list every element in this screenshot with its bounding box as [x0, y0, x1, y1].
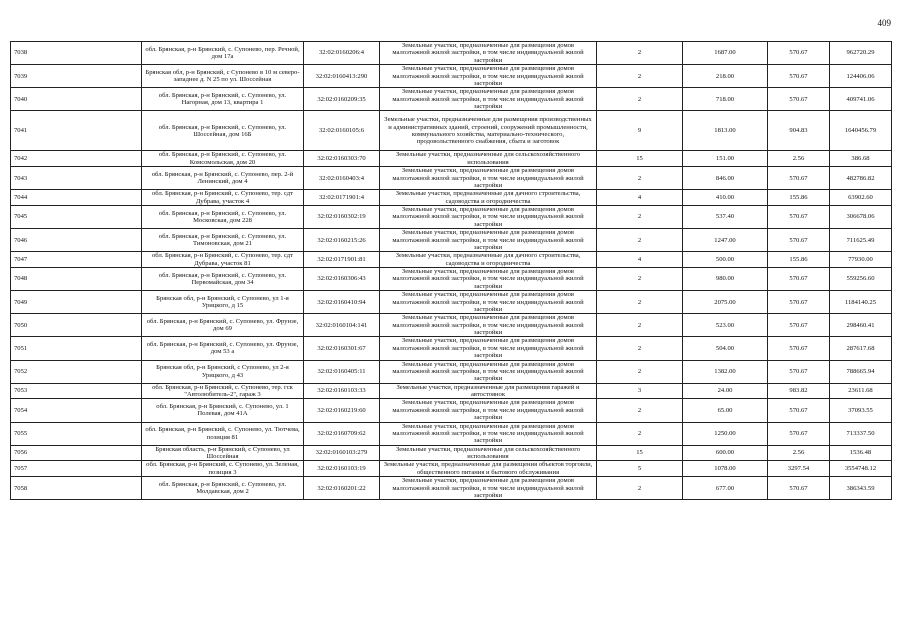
- cadastral-value-cell: 386.68: [830, 151, 892, 167]
- table-row: [11, 337, 892, 360]
- category-cell: 5: [597, 461, 683, 477]
- cadastral-value-cell: 962720.29: [830, 42, 892, 65]
- rate-cell: 570.67: [768, 422, 830, 445]
- category-cell: 2: [597, 229, 683, 252]
- area-cell: 500.00: [683, 252, 768, 268]
- cadastral-value-cell: 713337.50: [830, 422, 892, 445]
- table-row: [11, 383, 892, 399]
- land-use-cell: Земельные участки, предназначенные для размещения домов малоэтажной жилой застройки, в том числе индивидуальной жилой застройки: [380, 360, 597, 383]
- cadastral-value-cell: 37093.55: [830, 399, 892, 422]
- cadastral-value-cell: 287617.68: [830, 337, 892, 360]
- area-cell: 410.00: [683, 190, 768, 206]
- row-number: 7052: [11, 360, 142, 383]
- cadastral-value-cell: 124406.06: [830, 65, 892, 88]
- cadastral-value-cell: 3554748.12: [830, 461, 892, 477]
- address-cell: Брянская обл, р-н Брянский, с Супонево в 10 м северо-западнее д. N 25 по ул. Шоссейная: [142, 65, 304, 88]
- row-number: 7050: [11, 314, 142, 337]
- address-cell: обл. Брянская, р-н Брянский, с. Супонево, ул. Шоссейная, дом 16Б: [142, 111, 304, 151]
- address-cell: обл. Брянская, р-н Брянский, с. Супонево, ул. Фрунзе, дом 69: [142, 314, 304, 337]
- table-row: [11, 111, 892, 151]
- rate-cell: 570.67: [768, 399, 830, 422]
- cadastral-value-cell: 77930.00: [830, 252, 892, 268]
- cadastral-value-cell: 386343.59: [830, 477, 892, 500]
- category-cell: 4: [597, 252, 683, 268]
- table-row: [11, 252, 892, 268]
- area-cell: 846.00: [683, 167, 768, 190]
- cadastral-number-cell: 32:02:0160413:290: [304, 65, 380, 88]
- rate-cell: 155.86: [768, 252, 830, 268]
- row-number: 7054: [11, 399, 142, 422]
- address-cell: обл. Брянская, р-н Брянский, с. Супонево, тер. гск "Автолюбитель-2", гараж 3: [142, 383, 304, 399]
- table-row: [11, 477, 892, 500]
- category-cell: 3: [597, 383, 683, 399]
- cadastral-value-cell: 298460.41: [830, 314, 892, 337]
- cadastral-number-cell: 32:02:0160104:141: [304, 314, 380, 337]
- table-row: [11, 206, 892, 229]
- category-cell: 2: [597, 206, 683, 229]
- cadastral-number-cell: 32:02:0160103:19: [304, 461, 380, 477]
- land-use-cell: Земельные участки, предназначенные для размещения производственных и административных зданий, строений, сооружений промышленности, коммунального хозяйства, материально-технического, продовольственного снабжения, сбыта и заготовок: [380, 111, 597, 151]
- land-use-cell: Земельные участки, предназначенные для сельскохозяйственного использования: [380, 151, 597, 167]
- land-use-cell: Земельные участки, предназначенные для размещения домов малоэтажной жилой застройки, в том числе индивидуальной жилой застройки: [380, 88, 597, 111]
- category-cell: 2: [597, 314, 683, 337]
- rate-cell: 2.56: [768, 151, 830, 167]
- row-number: 7041: [11, 111, 142, 151]
- category-cell: 15: [597, 151, 683, 167]
- category-cell: 4: [597, 190, 683, 206]
- cadastral-value-cell: 482786.82: [830, 167, 892, 190]
- row-number: 7046: [11, 229, 142, 252]
- address-cell: обл. Брянская, р-н Брянский, с. Супонево, ул. Фрунзе, дом 53 а: [142, 337, 304, 360]
- cadastral-number-cell: 32:02:0160219:60: [304, 399, 380, 422]
- cadastral-value-cell: 306678.06: [830, 206, 892, 229]
- area-cell: 1247.00: [683, 229, 768, 252]
- row-number: 7038: [11, 42, 142, 65]
- rate-cell: 570.67: [768, 477, 830, 500]
- table-row: [11, 445, 892, 461]
- rate-cell: 570.67: [768, 268, 830, 291]
- cadastral-value-cell: 788665.94: [830, 360, 892, 383]
- address-cell: обл. Брянская, р-н Брянский, с. Супонево, ул. Молдавская, дом 2: [142, 477, 304, 500]
- rate-cell: 2.56: [768, 445, 830, 461]
- land-use-cell: Земельные участки, предназначенные для размещения домов малоэтажной жилой застройки, в том числе индивидуальной жилой застройки: [380, 206, 597, 229]
- area-cell: 1250.00: [683, 422, 768, 445]
- address-cell: обл. Брянская, р-н Брянский, с. Супонево, ул. Комсомольская, дом 20: [142, 151, 304, 167]
- row-number: 7048: [11, 268, 142, 291]
- row-number: 7051: [11, 337, 142, 360]
- cadastral-number-cell: 32:02:0160303:70: [304, 151, 380, 167]
- category-cell: 2: [597, 167, 683, 190]
- rate-cell: 570.67: [768, 42, 830, 65]
- cadastral-value-cell: 711625.49: [830, 229, 892, 252]
- row-number: 7043: [11, 167, 142, 190]
- address-cell: обл. Брянская, р-н Брянский, с. Супонево, ул. Нагорная, дом 13, квартира 1: [142, 88, 304, 111]
- area-cell: 218.00: [683, 65, 768, 88]
- table-row: [11, 461, 892, 477]
- page-number: 409: [877, 18, 891, 28]
- land-use-cell: Земельные участки, предназначенные для размещения домов малоэтажной жилой застройки, в том числе индивидуальной жилой застройки: [380, 268, 597, 291]
- cadastral-number-cell: 32:02:0160302:19: [304, 206, 380, 229]
- cadastral-number-cell: 32:02:0160403:4: [304, 167, 380, 190]
- cadastral-number-cell: 32:02:0160301:67: [304, 337, 380, 360]
- cadastral-value-table: [10, 41, 892, 500]
- land-use-cell: Земельные участки, предназначенные для размещения объектов торговли, общественного питания и бытового обслуживания: [380, 461, 597, 477]
- category-cell: 2: [597, 399, 683, 422]
- land-use-cell: Земельные участки, предназначенные для размещения домов малоэтажной жилой застройки, в том числе индивидуальной жилой застройки: [380, 422, 597, 445]
- row-number: 7047: [11, 252, 142, 268]
- row-number: 7056: [11, 445, 142, 461]
- category-cell: 2: [597, 268, 683, 291]
- rate-cell: 570.67: [768, 167, 830, 190]
- cadastral-number-cell: 32:02:0160209:35: [304, 88, 380, 111]
- area-cell: 600.00: [683, 445, 768, 461]
- rate-cell: 155.86: [768, 190, 830, 206]
- land-use-cell: Земельные участки, предназначенные для размещения домов малоэтажной жилой застройки, в том числе индивидуальной жилой застройки: [380, 229, 597, 252]
- cadastral-number-cell: 32:02:0160709:62: [304, 422, 380, 445]
- cadastral-number-cell: 32:02:0160206:4: [304, 42, 380, 65]
- table-row: [11, 190, 892, 206]
- address-cell: Брянская обл, р-н Брянский, с Супонево, ул 2-я Урицкого, д 43: [142, 360, 304, 383]
- address-cell: обл. Брянская, р-н Брянский, с. Супонево, пер. Речной, дом 17а: [142, 42, 304, 65]
- area-cell: 980.00: [683, 268, 768, 291]
- address-cell: обл. Брянская, р-н Брянский, с. Супонево, пер. 2-й Ленинский, дом 4: [142, 167, 304, 190]
- cadastral-number-cell: 32:02:0160215:26: [304, 229, 380, 252]
- rate-cell: 3297.54: [768, 461, 830, 477]
- land-use-cell: Земельные участки, предназначенные для размещения домов малоэтажной жилой застройки, в том числе индивидуальной жилой застройки: [380, 477, 597, 500]
- category-cell: 2: [597, 65, 683, 88]
- row-number: 7057: [11, 461, 142, 477]
- category-cell: 2: [597, 291, 683, 314]
- area-cell: 1382.00: [683, 360, 768, 383]
- rate-cell: 570.67: [768, 206, 830, 229]
- rate-cell: 983.82: [768, 383, 830, 399]
- cadastral-value-cell: 23611.68: [830, 383, 892, 399]
- category-cell: 2: [597, 88, 683, 111]
- address-cell: обл. Брянская, р-н Брянский, с. Супонево, ул. Московская, дом 228: [142, 206, 304, 229]
- row-number: 7040: [11, 88, 142, 111]
- table-row: [11, 65, 892, 88]
- table-row: [11, 167, 892, 190]
- table-body: [11, 42, 892, 500]
- table-row: [11, 422, 892, 445]
- cadastral-number-cell: 32:02:0160306:43: [304, 268, 380, 291]
- rate-cell: 570.67: [768, 291, 830, 314]
- category-cell: 15: [597, 445, 683, 461]
- row-number: 7053: [11, 383, 142, 399]
- land-use-cell: Земельные участки, предназначенные для размещения домов малоэтажной жилой застройки, в том числе индивидуальной жилой застройки: [380, 291, 597, 314]
- category-cell: 2: [597, 422, 683, 445]
- table-row: [11, 360, 892, 383]
- cadastral-number-cell: 32:02:0160201:22: [304, 477, 380, 500]
- area-cell: 537.40: [683, 206, 768, 229]
- address-cell: обл. Брянская, р-н Брянский, с. Супонево, тер. сдт Дубрава, участок 81: [142, 252, 304, 268]
- rate-cell: 570.67: [768, 314, 830, 337]
- land-use-cell: Земельные участки, предназначенные для дачного строительства, садоводства и огородничества: [380, 190, 597, 206]
- rate-cell: 570.67: [768, 360, 830, 383]
- row-number: 7055: [11, 422, 142, 445]
- rate-cell: 570.67: [768, 65, 830, 88]
- table-row: [11, 88, 892, 111]
- land-use-cell: Земельные участки, предназначенные для сельскохозяйственного использования: [380, 445, 597, 461]
- address-cell: обл. Брянская, р-н Брянский, с. Супонево, ул. 1 Полевая, дом 41А: [142, 399, 304, 422]
- cadastral-number-cell: 32:02:0160103:279: [304, 445, 380, 461]
- cadastral-value-cell: 409741.06: [830, 88, 892, 111]
- area-cell: 523.00: [683, 314, 768, 337]
- rate-cell: 904.83: [768, 111, 830, 151]
- category-cell: 2: [597, 42, 683, 65]
- row-number: 7044: [11, 190, 142, 206]
- area-cell: 151.00: [683, 151, 768, 167]
- land-use-cell: Земельные участки, предназначенные для размещения домов малоэтажной жилой застройки, в том числе индивидуальной жилой застройки: [380, 42, 597, 65]
- category-cell: 2: [597, 477, 683, 500]
- rate-cell: 570.67: [768, 337, 830, 360]
- rate-cell: 570.67: [768, 229, 830, 252]
- table-row: [11, 291, 892, 314]
- cadastral-value-cell: 1184140.25: [830, 291, 892, 314]
- address-cell: обл. Брянская, р-н Брянский, с. Супонево, ул. Первомайская, дом 34: [142, 268, 304, 291]
- row-number: 7049: [11, 291, 142, 314]
- cadastral-number-cell: 32:02:0171901:4: [304, 190, 380, 206]
- cadastral-number-cell: 32:02:0160103:33: [304, 383, 380, 399]
- area-cell: 677.00: [683, 477, 768, 500]
- land-use-cell: Земельные участки, предназначенные для размещения домов малоэтажной жилой застройки, в том числе индивидуальной жилой застройки: [380, 314, 597, 337]
- area-cell: 1813.00: [683, 111, 768, 151]
- cadastral-value-cell: 1640456.79: [830, 111, 892, 151]
- address-cell: обл. Брянская, р-н Брянский, с. Супонево, ул. Тимоновская, дом 21: [142, 229, 304, 252]
- cadastral-number-cell: 32:02:0160105:6: [304, 111, 380, 151]
- area-cell: 504.00: [683, 337, 768, 360]
- row-number: 7058: [11, 477, 142, 500]
- address-cell: обл. Брянская, р-н Брянский, с. Супонево, ул. Тютчева, позиция 81: [142, 422, 304, 445]
- table-row: [11, 151, 892, 167]
- address-cell: обл. Брянская, р-н Брянский, с. Супонево, тер. сдт Дубрава, участок 4: [142, 190, 304, 206]
- table-row: [11, 229, 892, 252]
- address-cell: Брянская область, р-н Брянский, с Супонево, ул Шоссейная: [142, 445, 304, 461]
- cadastral-value-cell: 559256.60: [830, 268, 892, 291]
- area-cell: 2075.00: [683, 291, 768, 314]
- cadastral-value-cell: 1536.48: [830, 445, 892, 461]
- land-use-cell: Земельные участки, предназначенные для размещения домов малоэтажной жилой застройки, в том числе индивидуальной жилой застройки: [380, 337, 597, 360]
- table-row: [11, 399, 892, 422]
- rate-cell: 570.67: [768, 88, 830, 111]
- land-use-cell: Земельные участки, предназначенные для размещения домов малоэтажной жилой застройки, в том числе индивидуальной жилой застройки: [380, 167, 597, 190]
- area-cell: 24.00: [683, 383, 768, 399]
- table-row: [11, 314, 892, 337]
- land-use-cell: Земельные участки, предназначенные для размещения гаражей и автостоянок: [380, 383, 597, 399]
- row-number: 7042: [11, 151, 142, 167]
- row-number: 7045: [11, 206, 142, 229]
- cadastral-number-cell: 32:02:0171901:81: [304, 252, 380, 268]
- area-cell: 1078.00: [683, 461, 768, 477]
- land-use-cell: Земельные участки, предназначенные для размещения домов малоэтажной жилой застройки, в том числе индивидуальной жилой застройки: [380, 65, 597, 88]
- table-row: [11, 268, 892, 291]
- category-cell: 2: [597, 337, 683, 360]
- area-cell: 1687.00: [683, 42, 768, 65]
- row-number: 7039: [11, 65, 142, 88]
- land-use-cell: Земельные участки, предназначенные для дачного строительства, садоводства и огородничества: [380, 252, 597, 268]
- category-cell: 9: [597, 111, 683, 151]
- area-cell: 718.00: [683, 88, 768, 111]
- table-row: [11, 42, 892, 65]
- cadastral-value-cell: 63902.60: [830, 190, 892, 206]
- category-cell: 2: [597, 360, 683, 383]
- cadastral-number-cell: 32:02:0160405:11: [304, 360, 380, 383]
- area-cell: 65.00: [683, 399, 768, 422]
- address-cell: Брянская обл, р-н Брянский, с Супонево, ул 1-я Урицкого, д 15: [142, 291, 304, 314]
- address-cell: обл. Брянская, р-н Брянский, с. Супонево, ул. Зеленая, позиция 3: [142, 461, 304, 477]
- land-use-cell: Земельные участки, предназначенные для размещения домов малоэтажной жилой застройки, в том числе индивидуальной жилой застройки: [380, 399, 597, 422]
- cadastral-number-cell: 32:02:0160410:94: [304, 291, 380, 314]
